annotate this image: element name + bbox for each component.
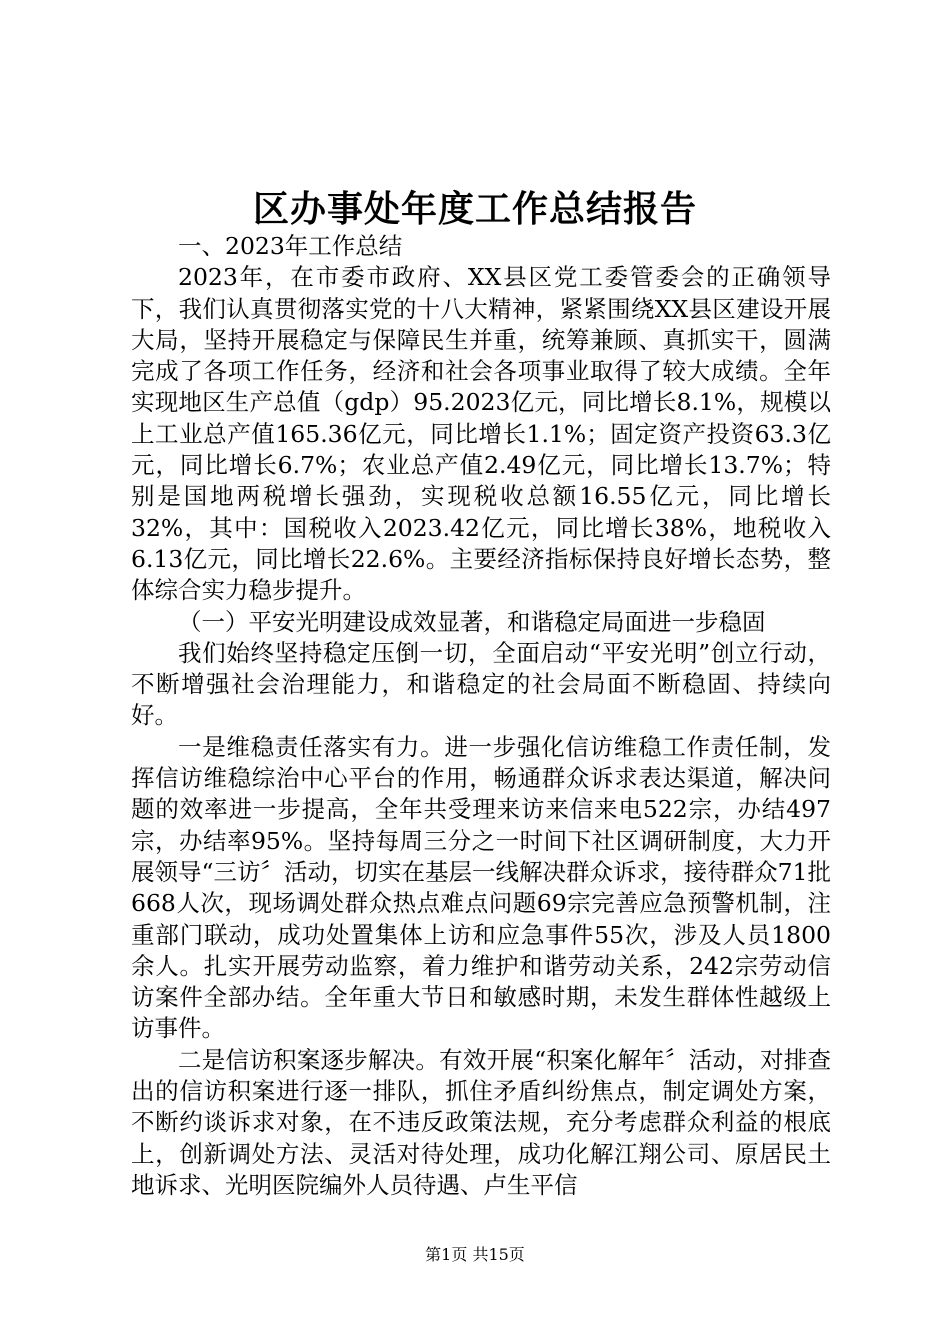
paragraph-intro: 我们始终坚持稳定压倒一切，全面启动“平安光明”创立行动，不断增强社会治理能力，和谐稳定的社会局面不断稳固、持续向好。 — [131, 638, 831, 730]
document-body — [131, 231, 831, 1201]
subsection-heading: （一）平安光明建设成效显著，和谐稳定局面进一步稳固 — [178, 607, 766, 636]
paragraph-summary: 2023年，在市委市政府、XX县区党工委管委会的正确领导下，我们认真贯彻落实党的十八大精神，紧紧围绕XX县区建设开展大局，坚持开展稳定与保障民生并重，统筹兼顾、真抓实干，圆满完成了各项工作任务，经济和社会各项事业取得了较大成绩。全年实现地区生产总值（gdp）95.2023亿元，同比增长8.1%，规模以上工业总产值165.36亿元，同比增长1.1%；固定资产投资63.3亿元，同比增长6.7%；农业总产值2.49亿元，同比增长13.7%；特别是国地两税增长强劲，实现税收总额16.55亿元，同比增长32%，其中：国税收入2023.42亿元，同比增长38%，地税收入6.13亿元，同比增长22.6%。主要经济指标保持良好增长态势，整体综合实力稳步提升。 — [131, 263, 831, 605]
paragraph-point-two: 二是信访积案逐步解决。有效开展“积案化解年〞活动，对排查出的信访积案进行逐一排队，抓住矛盾纠纷焦点，制定调处方案，不断约谈诉求对象，在不违反政策法规，充分考虑群众利益的根底上，创新调处方法、灵活对待处理，成功化解江翔公司、原居民土地诉求、光明医院编外人员待遇、卢生平信 — [131, 1045, 831, 1199]
section-heading: 一、2023年工作总结 — [178, 232, 403, 260]
paragraph-point-one: 一是维稳责任落实有力。进一步强化信访维稳工作责任制，发挥信访维稳综治中心平台的作用，畅通群众诉求表达渠道，解决问题的效率进一步提高，全年共受理来访来信来电522宗，办结497宗，办结率95%。坚持每周三分之一时间下社区调研制度，大力开展领导“三访〞活动，切实在基层一线解决群众诉求，接待群众71批668人次，现场调处群众热点难点问题69宗完善应急预警机制，注重部门联动，成功处置集体上访和应急事件55次，涉及人员1800余人。扎实开展劳动监察，着力维护和谐劳动关系，242宗劳动信访案件全部办结。全年重大节日和敏感时期，未发生群体性越级上访事件。 — [131, 732, 831, 1043]
page-footer: 第1页 共15页 — [425, 1245, 525, 1264]
document-title: 区办事处年度工作总结报告 — [252, 188, 697, 230]
